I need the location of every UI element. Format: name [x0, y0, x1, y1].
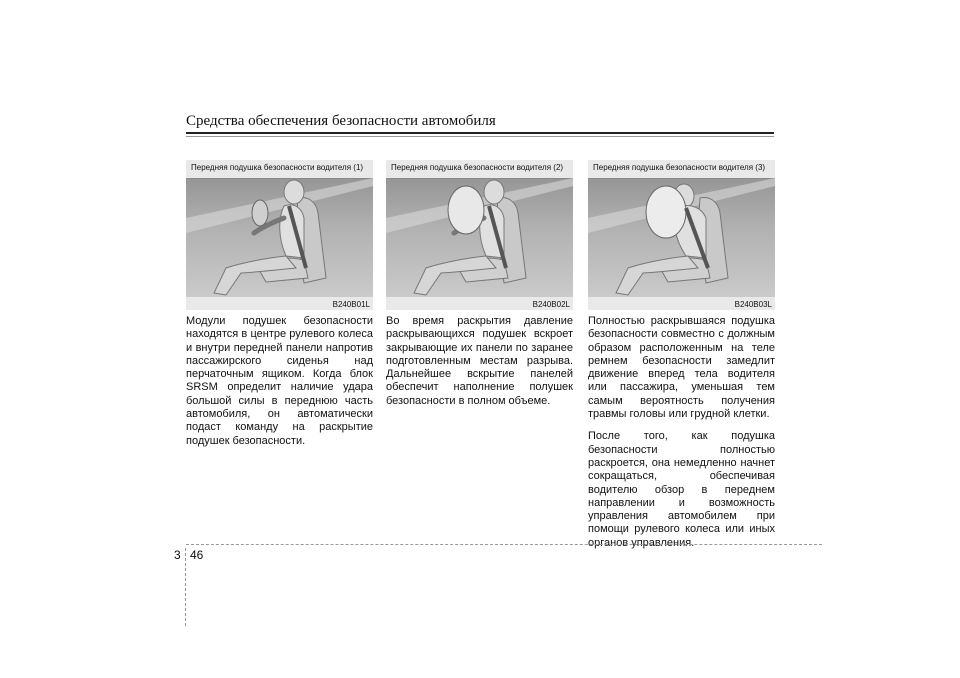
figure-caption-bar — [386, 160, 573, 179]
figure-code-bar — [588, 297, 775, 310]
footer-divider — [185, 548, 186, 626]
figure-code: B240B02L — [532, 300, 570, 309]
text-column-1 — [186, 315, 373, 457]
figure-caption-bar — [588, 160, 775, 179]
figure-caption: Передняя подушка безопасности водителя (1) — [191, 163, 364, 172]
figure-code-bar — [386, 297, 573, 310]
text-column-2 — [386, 315, 573, 417]
header-rule — [186, 132, 774, 134]
figure-caption: Передняя подушка безопасности водителя (2) — [391, 163, 564, 172]
figure-code: B240B01L — [332, 300, 370, 309]
airbag-figure-2 — [386, 160, 573, 310]
paragraph: Во время раскрытия давление раскрывающихся подушек вскроет закрывающие их панели по заранее подготовленным местам разрыва. Дальнейшее вскрытие панелей обеспечит наполнение полушек безопасности в полном объеме. — [386, 315, 573, 407]
footer-rule — [186, 544, 822, 545]
text-column-3 — [588, 315, 775, 559]
airbag-figure-3 — [588, 160, 775, 310]
page-header-title: Средства обеспечения безопасности автомобиля — [186, 113, 496, 129]
driver-airbag-illustration — [588, 178, 775, 297]
driver-airbag-illustration — [386, 178, 573, 297]
figure-code-bar — [186, 297, 373, 310]
paragraph: Полностью раскрывшаяся подушка безопасности совместно с должным образом расположенным на теле ремнем безопасности замедлит движение вперед тела водителя или пассажира, уменьшая тем самым вероятность получения травмы головы или грудной клетки. — [588, 315, 775, 421]
driver-airbag-illustration — [186, 178, 373, 297]
page-number: 46 — [190, 548, 204, 562]
section-number: 3 — [174, 548, 181, 562]
figure-code: B240B03L — [734, 300, 772, 309]
paragraph: Модули подушек безопасности находятся в центре рулевого колеса и внутри передней панели напротив пассажирского сиденья над перчаточным ящиком. Когда блок SRSM определит наличие удара большой силы в переднюю часть автомобиля, он автоматически подаст команду на раскрытие подушек безопасности. — [186, 315, 373, 447]
paragraph: После того, как подушка безопасности полностью раскроется, она немедленно начнет сокращаться, обеспечивая водителю обзор в переднем направлении и возможность управления автомобилем при помощи рулевого колеса или иных органов управления. — [588, 430, 775, 549]
figure-caption: Передняя подушка безопасности водителя (3) — [593, 163, 766, 172]
header-rule-thin — [186, 136, 774, 137]
figure-caption-bar — [186, 160, 373, 179]
airbag-figure-1 — [186, 160, 373, 310]
